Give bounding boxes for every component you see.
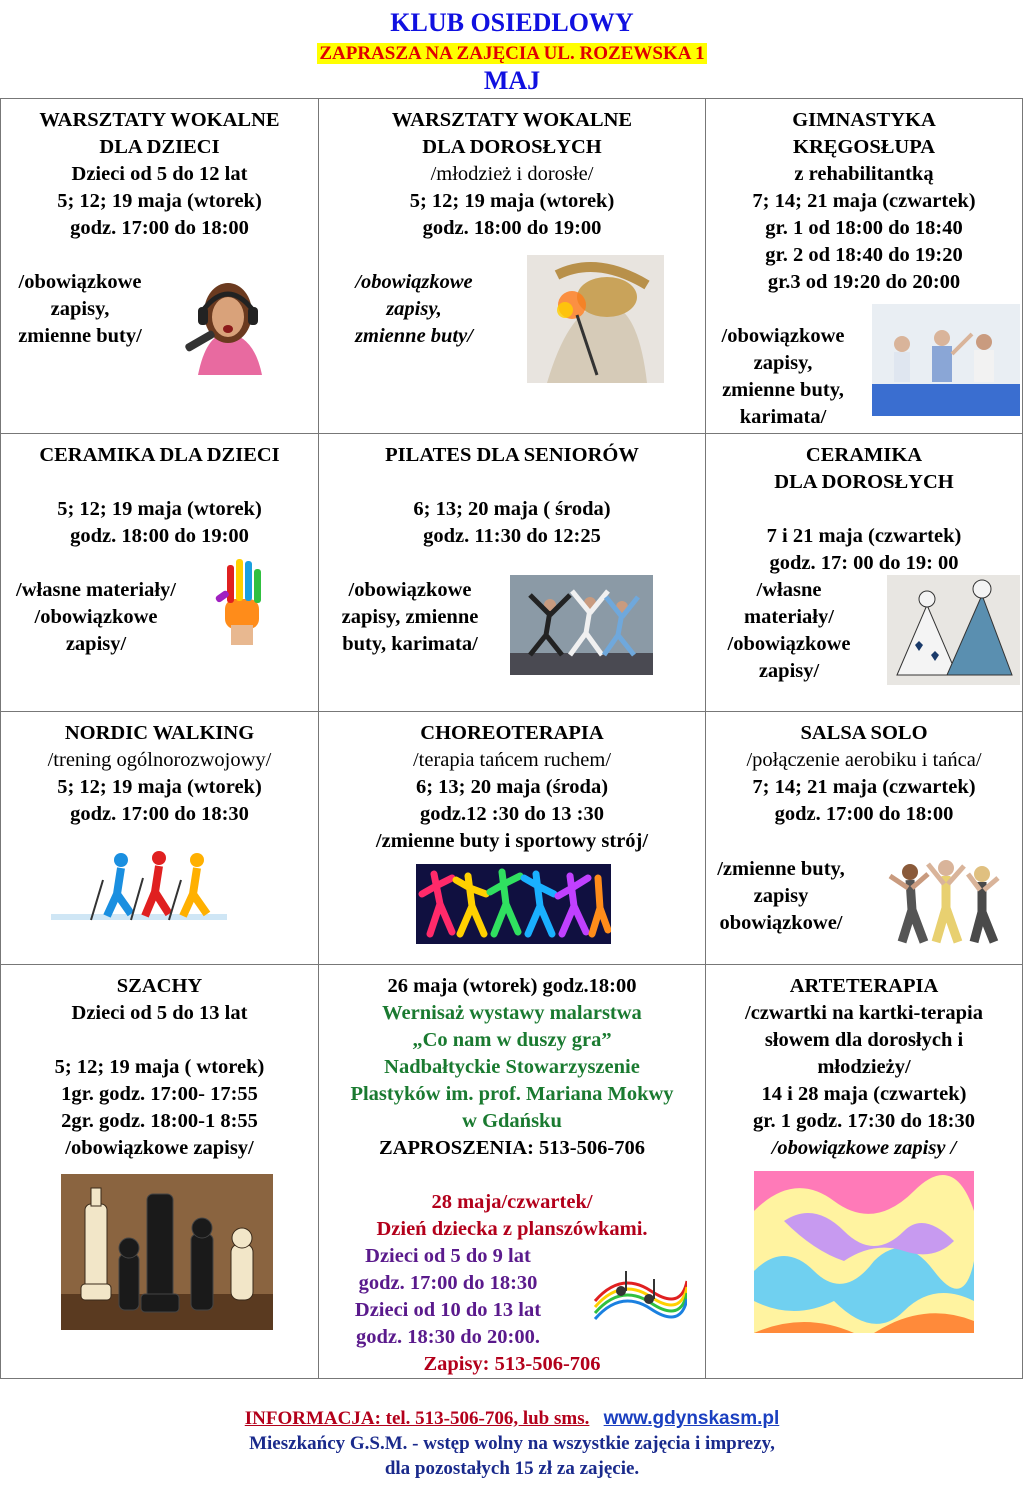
cell-title: CERAMIKA DLA DZIECI [39,444,280,466]
cell-title: PILATES DLA SENIORÓW [385,444,639,466]
cell-nordic-walking: NORDIC WALKING /trening ogólnorozwojowy/ 5; 12; 19 maja (wtorek) godz. 17:00 do 18:30 [1,712,319,965]
exhibition-date: 26 maja (wtorek) godz.18:00 [387,975,637,997]
cell-title: CHOREOTERAPIA [420,722,604,744]
footer [0,1406,1024,1481]
invite-phone: ZAPROSZENIA: 513-506-706 [379,1137,645,1159]
ceramic-figures-image [887,575,1020,685]
cell-title: WARSZTATY WOKALNE [391,109,633,131]
cell-events: 26 maja (wtorek) godz.18:00 Wernisaż wystawy malarstwa „Co nam w duszy gra” Nadbałtyckie Stowarzyszenie Plastyków im. prof. Mariana Mokwy w Gdańsku ZAPROSZENIA: 513-506-706 28 maja/czwartek/ Dzień dziecka z planszówkami. Dzieci od 5 do 9 lat godz. 17:00 do 18:30 Dzieci od 10 do 13 lat godz. 18:30 do 20:00. Zapisy: 513-506-706 [319,965,706,1379]
signup-phone: Zapisy: 513-506-706 [423,1353,601,1375]
footer-price: dla pozostałych 15 zł za zajęcie. [384,1458,640,1479]
cell-spine-gym: GIMNASTYKA KRĘGOSŁUPA z rehabilitantką 7; 14; 21 maja (czwartek) gr. 1 od 18:00 do 18:40 gr. 2 od 18:40 do 19:20 gr.3 od 19:20 do 20:00 /obowiązkowe zapisy, zmienne buty, karimata/ [706,99,1023,434]
page-subtitle: ZAPRASZA NA ZAJĘCIA UL. ROZEWSKA 1 [319,43,705,64]
cell-pilates-seniors: PILATES DLA SENIORÓW 6; 13; 20 maja ( środa) godz. 11:30 do 12:25 /obowiązkowe zapisy, zmienne buty, karimata/ [319,434,706,712]
painted-hand-image [213,559,273,645]
footer-note: Mieszkańcy G.S.M. - wstęp wolny na wszystkie zajęcia i imprezy, [249,1433,775,1454]
cell-title: GIMNASTYKA [792,109,936,131]
cell-title: ARTETERAPIA [789,975,939,997]
website-link[interactable]: www.gdynskasm.pl [603,1408,780,1429]
cell-note: /obowiązkowe zapisy, zmienne buty, karimata/ [341,579,479,655]
cell-salsa-solo: SALSA SOLO /połączenie aerobiku i tańca/ 7; 14; 21 maja (czwartek) godz. 17:00 do 18:00 /zmienne buty, zapisy obowiązkowe/ [706,712,1023,965]
page-title: KLUB OSIEDLOWY [390,8,634,37]
cell-title: SALSA SOLO [800,722,928,744]
cell-ceramics-kids: CERAMIKA DLA DZIECI 5; 12; 19 maja (wtorek) godz. 18:00 do 19:00 /własne materiały/ /obowiązkowe zapisy/ [1,434,319,712]
cell-title: SZACHY [116,975,203,997]
cell-vocal-adults: WARSZTATY WOKALNE DLA DOROSŁYCH /młodzież i dorosłe/ 5; 12; 19 maja (wtorek) godz. 18:00 do 19:00 /obowiązkowe zapisy, zmienne buty/ [319,99,706,434]
cell-title: CERAMIKA [805,444,923,466]
cell-note: /zmienne buty, zapisy obowiązkowe/ [717,858,845,934]
cell-ceramics-adults: CERAMIKA DLA DOROSŁYCH 7 i 21 maja (czwartek) godz. 17: 00 do 19: 00 /własne materiały/ /obowiązkowe zapisy/ [706,434,1023,712]
salsa-dancers-image [884,854,1002,946]
cell-note: /obowiązkowe zapisy, zmienne buty/ [18,271,142,347]
nordic-walkers-image [51,850,227,930]
music-notes-image [591,1261,687,1321]
dancers-image [416,864,611,944]
cell-note: /obowiązkowe zapisy, zmienne buty, karimata/ [721,325,845,428]
cell-title: WARSZTATY WOKALNE [39,109,280,131]
cell-title: NORDIC WALKING [64,722,255,744]
singer-woman-image [527,255,664,383]
chess-pieces-image [61,1174,273,1330]
children-day-times: Dzieci od 5 do 9 lat godz. 17:00 do 18:30 Dzieci od 10 do 13 lat godz. 18:30 do 20:00. [354,1245,542,1348]
gym-class-image [872,304,1020,416]
cell-art-therapy: ARTETERAPIA /czwartki na kartki-terapia słowem dla dorosłych i młodzieży/ 14 i 28 maja (czwartek) gr. 1 godz. 17:30 do 18:30 /obowiązkowe zapisy / [706,965,1023,1379]
singing-girl-image [176,275,278,377]
cell-note: /własne materiały/ /obowiązkowe zapisy/ [16,579,176,655]
cell-note: /obowiązkowe zapisy, zmienne buty/ [355,271,473,347]
cell-note: /własne materiały/ /obowiązkowe zapisy/ [727,579,851,682]
pilates-image [510,575,653,675]
cell-choreotherapy: CHOREOTERAPIA /terapia tańcem ruchem/ 6; 13; 20 maja (środa) godz.12 :30 do 13 :30 /zmienne buty i sportowy strój/ [319,712,706,965]
cell-chess: SZACHY Dzieci od 5 do 13 lat 5; 12; 19 maja ( wtorek) 1gr. godz. 17:00- 17:55 2gr. godz. 18:00-1 8:55 /obowiązkowe zapisy/ [1,965,319,1379]
info-phone: INFORMACJA: tel. 513-506-706, lub sms. [244,1408,590,1429]
month-label: MAJ [483,66,541,95]
cell-vocal-kids: WARSZTATY WOKALNE DLA DZIECI Dzieci od 5 do 12 lat 5; 12; 19 maja (wtorek) godz. 17:00 do 18:00 /obowiązkowe zapisy, zmienne buty/ [1,99,319,434]
schedule-grid [0,98,1023,1379]
children-day-date: 28 maja/czwartek/ [431,1191,593,1213]
abstract-shapes-image [754,1171,974,1333]
